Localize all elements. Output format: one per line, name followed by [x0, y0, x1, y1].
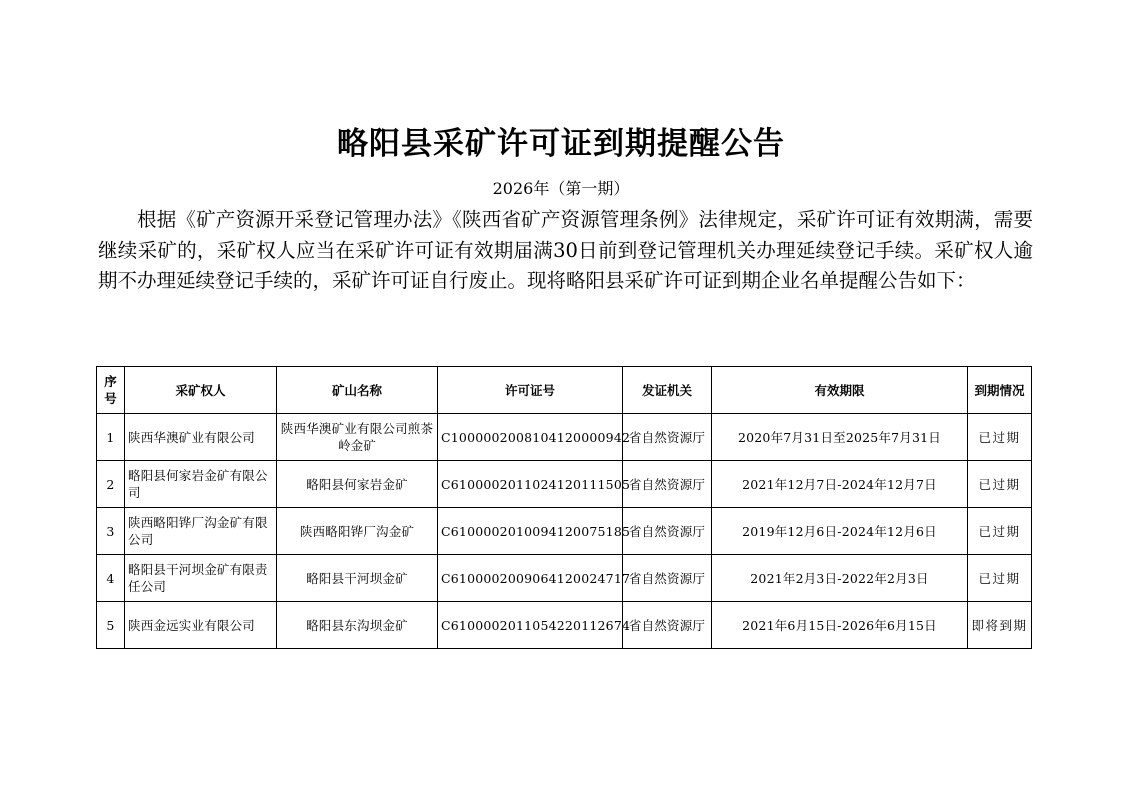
cell-mine: 略阳县东沟坝金矿 — [277, 602, 438, 649]
cell-holder: 陕西金远实业有限公司 — [125, 602, 277, 649]
cell-holder: 略阳县干河坝金矿有限责任公司 — [125, 555, 277, 602]
page-title: 略阳县采矿许可证到期提醒公告 — [337, 126, 785, 162]
cell-status: 已过期 — [968, 461, 1032, 508]
cell-issuer: 省自然资源厅 — [623, 602, 712, 649]
header-status: 到期情况 — [968, 367, 1032, 414]
header-issuer: 发证机关 — [623, 367, 712, 414]
cell-license: C6100002011024120111505 — [438, 461, 623, 508]
header-holder: 采矿权人 — [125, 367, 277, 414]
cell-holder: 陕西略阳铧厂沟金矿有限公司 — [125, 508, 277, 555]
license-table — [96, 366, 1032, 649]
header-seq: 序号 — [97, 367, 125, 414]
cell-issuer: 省自然资源厅 — [623, 508, 712, 555]
table-row — [97, 414, 1032, 461]
cell-holder: 略阳县何家岩金矿有限公司 — [125, 461, 277, 508]
issue-number: 2026年（第一期） — [492, 179, 630, 198]
table-row — [97, 508, 1032, 555]
table-row — [97, 602, 1032, 649]
cell-seq: 2 — [97, 461, 125, 508]
cell-validity: 2021年12月7日-2024年12月7日 — [712, 461, 968, 508]
cell-status: 已过期 — [968, 414, 1032, 461]
cell-seq: 4 — [97, 555, 125, 602]
cell-license: C6100002011054220112674 — [438, 602, 623, 649]
cell-seq: 1 — [97, 414, 125, 461]
cell-mine: 略阳县干河坝金矿 — [277, 555, 438, 602]
cell-validity: 2020年7月31日至2025年7月31日 — [712, 414, 968, 461]
cell-status: 已过期 — [968, 555, 1032, 602]
cell-seq: 5 — [97, 602, 125, 649]
cell-mine: 略阳县何家岩金矿 — [277, 461, 438, 508]
cell-status: 即将到期 — [968, 602, 1032, 649]
cell-issuer: 省自然资源厅 — [623, 555, 712, 602]
cell-license: C6100002009064120024717 — [438, 555, 623, 602]
cell-validity: 2021年2月3日-2022年2月3日 — [712, 555, 968, 602]
body-paragraph: 根据《矿产资源开采登记管理办法》《陕西省矿产资源管理条例》法律规定，采矿许可证有效期满，需要继续采矿的，采矿权人应当在采矿许可证有效期届满30日前到登记管理机关办理延续登记手续。采矿权人逾期不办理延续登记手续的，采矿许可证自行废止。现将略阳县采矿许可证到期企业名单提醒公告如下： — [98, 208, 1033, 293]
cell-license: C6100002010094120075185 — [438, 508, 623, 555]
table-row — [97, 461, 1032, 508]
cell-validity: 2019年12月6日-2024年12月6日 — [712, 508, 968, 555]
cell-license: C1000002008104120000942 — [438, 414, 623, 461]
cell-status: 已过期 — [968, 508, 1032, 555]
cell-mine: 陕西略阳铧厂沟金矿 — [277, 508, 438, 555]
table-row — [97, 555, 1032, 602]
cell-holder: 陕西华澳矿业有限公司 — [125, 414, 277, 461]
header-validity: 有效期限 — [712, 367, 968, 414]
header-mine: 矿山名称 — [277, 367, 438, 414]
cell-issuer: 省自然资源厅 — [623, 461, 712, 508]
table-header-row — [97, 367, 1032, 414]
cell-validity: 2021年6月15日-2026年6月15日 — [712, 602, 968, 649]
cell-mine: 陕西华澳矿业有限公司煎茶岭金矿 — [277, 414, 438, 461]
cell-seq: 3 — [97, 508, 125, 555]
header-license: 许可证号 — [438, 367, 623, 414]
cell-issuer: 省自然资源厅 — [623, 414, 712, 461]
